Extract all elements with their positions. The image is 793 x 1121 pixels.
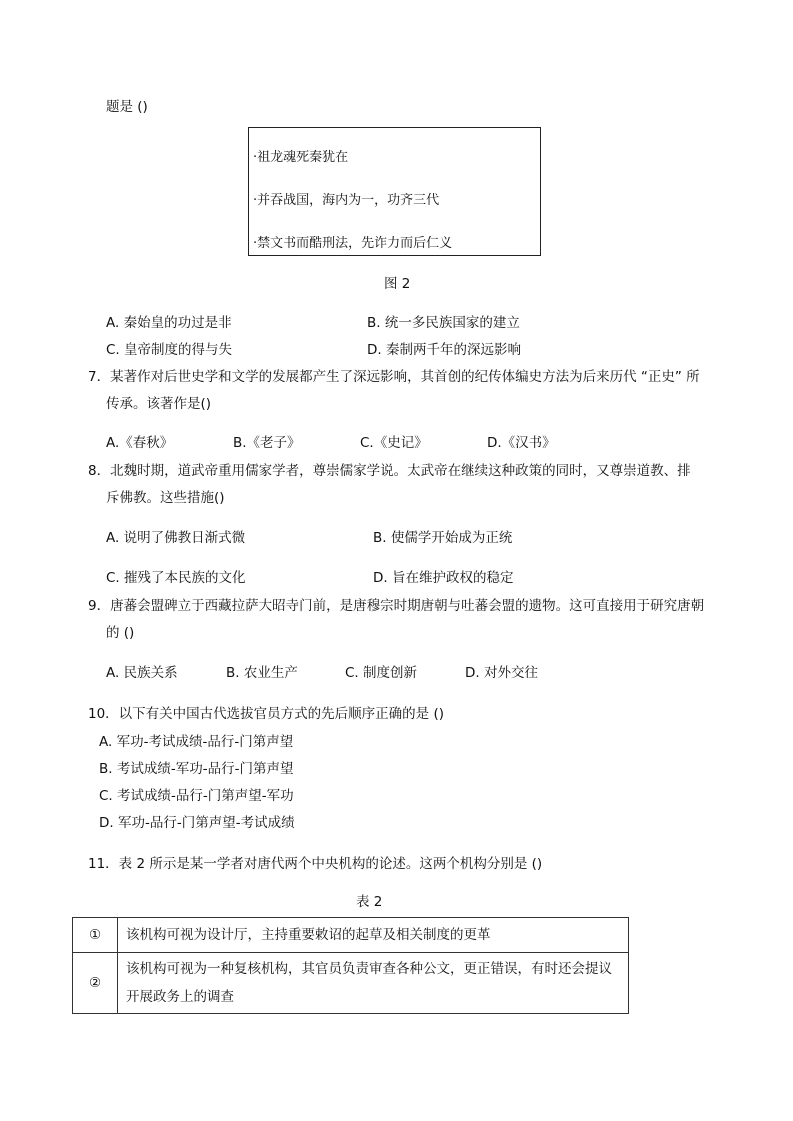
q6-option-b: B. 统一多民族国家的建立 xyxy=(367,315,520,331)
q10-option-a: A. 军功-考试成绩-品行-门第声望 xyxy=(99,734,294,750)
figure-line: ·并吞战国，海内为一，功齐三代 xyxy=(253,193,440,208)
q9-stem-line2: 的 () xyxy=(106,625,135,641)
table-2 xyxy=(72,917,629,1014)
q7-option-d: D.《汉书》 xyxy=(487,435,556,451)
q8-stem-line1: 8．北魏时期，道武帝重用儒家学者，尊崇儒家学说。太武帝在继续这种政策的同时，又尊崇道教、排 xyxy=(88,463,691,479)
q8-option-c: C. 摧残了本民族的文化 xyxy=(106,570,246,586)
table-caption: 表 2 xyxy=(356,894,383,910)
q10-option-d: D. 军功-品行-门第声望-考试成绩 xyxy=(99,815,295,831)
q10-stem: 10．以下有关中国古代选拔官员方式的先后顺序正确的是 () xyxy=(88,706,445,722)
figure-caption: 图 2 xyxy=(384,276,411,292)
q9-option-d: D. 对外交往 xyxy=(465,665,538,681)
figure-line: ·禁文书而酷刑法，先诈力而后仁义 xyxy=(253,236,453,251)
q10-option-b: B. 考试成绩-军功-品行-门第声望 xyxy=(99,761,294,777)
figure-line: ·祖龙魂死秦犹在 xyxy=(253,150,349,165)
q6-stem-tail: 题是 () xyxy=(106,99,148,115)
q8-option-b: B. 使儒学开始成为正统 xyxy=(373,530,513,546)
table-row xyxy=(73,953,629,1014)
row-number: ② xyxy=(73,953,118,1014)
q11-stem: 11．表 2 所示是某一学者对唐代两个中央机构的论述。这两个机构分别是 () xyxy=(88,856,543,872)
q9-option-a: A. 民族关系 xyxy=(106,665,178,681)
q7-stem-line2: 传承。该著作是() xyxy=(106,396,212,412)
q9-option-c: C. 制度创新 xyxy=(345,665,418,681)
figure-2-box xyxy=(248,127,541,256)
row-text: 该机构可视为一种复核机构，其官员负责审查各种公文，更正错误，有时还会提议开展政务上的调查 xyxy=(118,953,629,1014)
q7-option-c: C.《史记》 xyxy=(360,435,428,451)
q8-stem-line2: 斥佛教。这些措施() xyxy=(106,490,225,506)
q8-option-d: D. 旨在维护政权的稳定 xyxy=(373,570,514,586)
q6-option-c: C. 皇帝制度的得与失 xyxy=(106,342,233,358)
q10-option-c: C. 考试成绩-品行-门第声望-军功 xyxy=(99,788,294,804)
q9-option-b: B. 农业生产 xyxy=(226,665,298,681)
q9-stem-line1: 9．唐蕃会盟碑立于西藏拉萨大昭寺门前，是唐穆宗时期唐朝与吐蕃会盟的遗物。这可直接用于研究唐朝 xyxy=(88,598,705,614)
row-text: 该机构可视为设计厅，主持重要敕诏的起草及相关制度的更革 xyxy=(118,918,629,953)
q6-option-a: A. 秦始皇的功过是非 xyxy=(106,315,232,331)
q8-option-a: A. 说明了佛教日渐式微 xyxy=(106,530,246,546)
row-number: ① xyxy=(73,918,118,953)
q7-option-a: A.《春秋》 xyxy=(106,435,174,451)
q7-option-b: B.《老子》 xyxy=(233,435,301,451)
q6-option-d: D. 秦制两千年的深远影响 xyxy=(367,342,521,358)
q7-stem-line1: 7．某著作对后世史学和文学的发展都产生了深远影响，其首创的纪传体编史方法为后来历代 “正史” 所 xyxy=(88,369,700,385)
table-row xyxy=(73,918,629,953)
